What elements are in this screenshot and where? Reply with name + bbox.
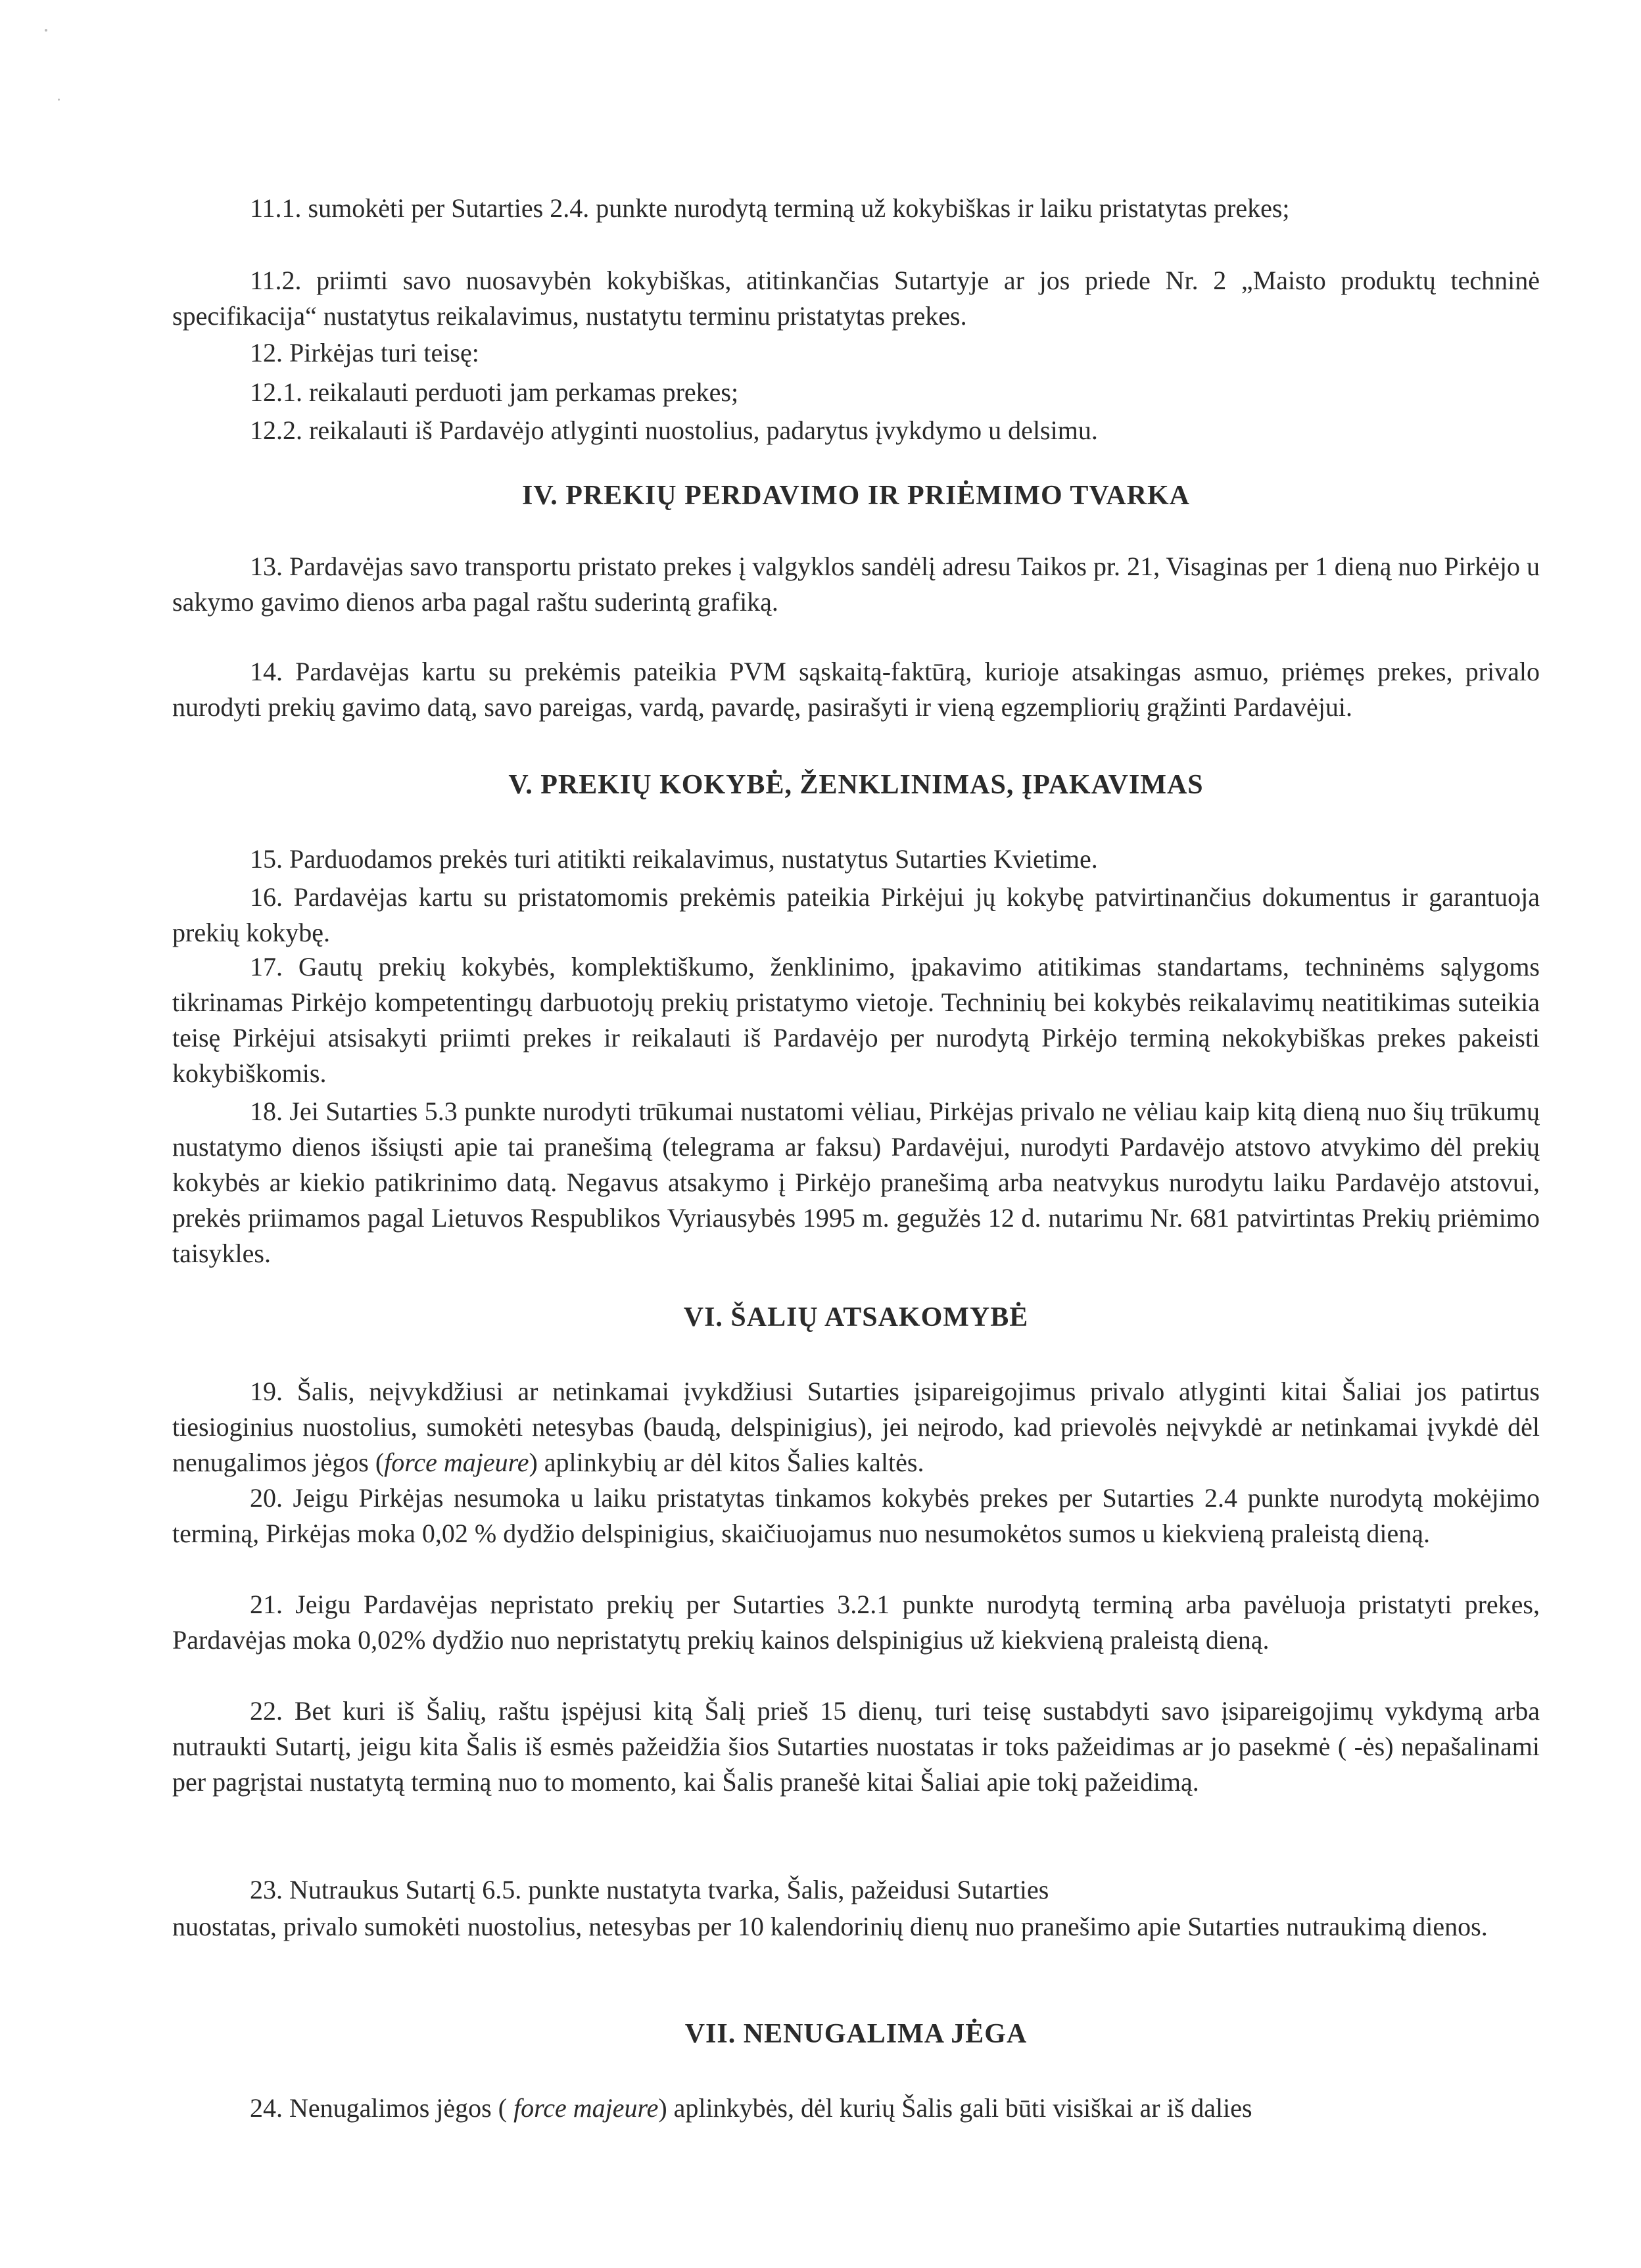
- clause-18: 18. Jei Sutarties 5.3 punkte nurodyti trūkumai nustatomi vėliau, Pirkėjas privalo ne vėliau kaip kitą dieną nuo šių trūkumų nustatymo dienos išsiųsti apie tai pranešimą (telegrama ar faksu) Pardavėjui, nurodyti Pardavėjo atstovo atvykimo dėl prekių kokybės ar kiekio patikrinimo datą. Negavus atsakymo į Pirkėjo pranešimą arba neatvykus nurodytu laiku Pardavėjo atstovui, prekės priimamos pagal Lietuvos Respublikos Vyriausybės 1995 m. gegužės 12 d. nutarimu Nr. 681 patvirtintas Prekių priėmimo taisykles.: [172, 1097, 1540, 1268]
- clause-20: 20. Jeigu Pirkėjas nesumoka u laiku pristatytas tinkamos kokybės prekes per Sutarties 2.4 punkte nurodytą mokėjimo terminą, Pirkėjas moka 0,02 % dydžio delspinigius, skaičiuojamus nuo nesumokėtos sumos u kiekvieną praleistą dieną.: [172, 1483, 1540, 1548]
- clause-22: 22. Bet kuri iš Šalių, raštu įspėjusi kitą Šalį prieš 15 dienų, turi teisę sustabdyti savo įsipareigojimų vykdymą arba nutraukti Sutartį, jeigu kita Šalis iš esmės pažeidžia šios Sutarties nuostatas ir toks pažeidimas ar jo pasekmė ( -ės) nepašalinami per pagrįstai nustatytą terminą nuo to momento, kai Šalis pranešė kitai Šaliai apie tokį pažeidimą.: [172, 1696, 1540, 1797]
- clause-11-2: 11.2. priimti savo nuosavybėn kokybiškas, atitinkančias Sutartyje ar jos priede Nr. 2 „Maisto produktų techninė specifikacija“ nustatytus reikalavimus, nustatytu terminu pristatytas prekes.: [172, 266, 1540, 331]
- clause-11-1: 11.1. sumokėti per Sutarties 2.4. punkte nurodytą terminą už kokybiškas ir laiku pristatytas prekes;: [250, 193, 1290, 223]
- section-heading-iv: IV. PREKIŲ PERDAVIMO IR PRIĖMIMO TVARKA: [522, 481, 1190, 511]
- clause-24: [172, 2091, 1540, 2126]
- scan-speck: [58, 99, 60, 101]
- clause-12-1: 12.1. reikalauti perduoti jam perkamas prekes;: [250, 377, 739, 407]
- clause-14: 14. Pardavėjas kartu su prekėmis pateikia PVM sąskaitą-faktūrą, kurioje atsakingas asmuo, priėmęs prekes, privalo nurodyti prekių gavimo datą, savo pareigas, vardą, pavardę, pasirašyti ir vieną egzempliorių grąžinti Pardavėjui.: [172, 657, 1540, 722]
- section-heading-vi: VI. ŠALIŲ ATSAKOMYBĖ: [683, 1302, 1029, 1333]
- section-heading-vii: VII. NENUGALIMA JĖGA: [684, 2019, 1028, 2049]
- clause-15: 15. Parduodamos prekės turi atitikti reikalavimus, nustatytus Sutarties Kvietime.: [250, 844, 1098, 874]
- clause-19-italic: force majeure: [384, 1448, 529, 1477]
- clause-24-text: 24. Nenugalimos jėgos (: [250, 2093, 514, 2123]
- clause-24-italic: force majeure: [513, 2093, 659, 2123]
- section-heading-v: V. PREKIŲ KOKYBĖ, ŽENKLINIMAS, ĮPAKAVIMAS: [508, 770, 1204, 800]
- clause-12-2: 12.2. reikalauti iš Pardavėjo atlyginti nuostolius, padarytus įvykdymo u delsimu.: [250, 415, 1098, 445]
- clause-23-line1: 23. Nutraukus Sutartį 6.5. punkte nustatyta tvarka, Šalis, pažeidusi Sutarties: [250, 1875, 1049, 1904]
- clause-23-rest: nuostatas, privalo sumokėti nuostolius, netesybas per 10 kalendorinių dienų nuo pranešimo apie Sutarties nutraukimą dienos.: [172, 1912, 1488, 1941]
- clause-16: 16. Pardavėjas kartu su pristatomomis prekėmis pateikia Pirkėjui jų kokybę patvirtinančius dokumentus ir garantuoja prekių kokybę.: [172, 882, 1540, 947]
- clause-19: [172, 1374, 1540, 1480]
- clause-17: 17. Gautų prekių kokybės, komplektiškumo, ženklinimo, įpakavimo atitikimas standartams, techninėms sąlygoms tikrinamas Pirkėjo kompetentingų darbuotojų prekių pristatymo vietoje. Techninių bei kokybės reikalavimų neatitikimas suteikia teisę Pirkėjui atsisakyti priimti prekes ir reikalauti iš Pardavėjo per nurodytą Pirkėjo terminą nekokybiškas prekes pakeisti kokybiškomis.: [172, 952, 1540, 1088]
- scan-speck: [45, 29, 47, 32]
- clause-24-text-end: ) aplinkybės, dėl kurių Šalis gali būti visiškai ar iš dalies: [658, 2093, 1252, 2123]
- clause-12: 12. Pirkėjas turi teisę:: [250, 338, 479, 367]
- clause-21: 21. Jeigu Pardavėjas nepristato prekių per Sutarties 3.2.1 punkte nurodytą terminą arba pavėluoja pristatyti prekes, Pardavėjas moka 0,02% dydžio nuo nepristatytų prekių kainos delspinigius už kiekvieną praleistą dieną.: [172, 1590, 1540, 1655]
- clause-13: 13. Pardavėjas savo transportu pristato prekes į valgyklos sandėlį adresu Taikos pr. 21, Visaginas per 1 dieną nuo Pirkėjo u sakymo gavimo dienos arba pagal raštu suderintą grafiką.: [172, 552, 1540, 617]
- clause-19-text: 19. Šalis, neįvykdžiusi ar netinkamai įvykdžiusi Sutarties įsipareigojimus privalo atlyginti kitai Šaliai jos patirtus tiesioginius nuostolius, sumokėti netesybas (baudą, delspinigius), jei neįrodo, kad prievolės neįvykdė ar netinkamai įvykdė dėl nenugalimos jėgos (: [172, 1377, 1540, 1477]
- clause-19-text-end: ) aplinkybių ar dėl kitos Šalies kaltės.: [529, 1448, 924, 1477]
